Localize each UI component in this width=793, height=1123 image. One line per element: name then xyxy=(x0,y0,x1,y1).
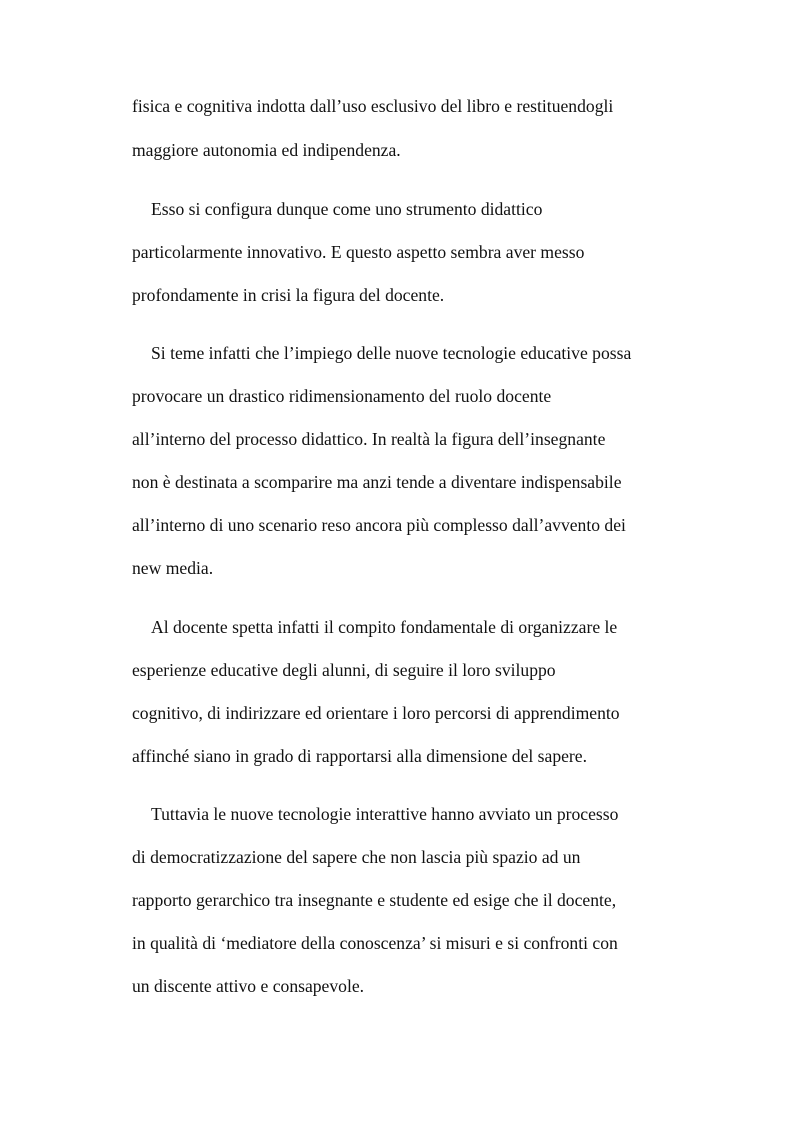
text-line: new media. xyxy=(132,558,214,578)
text-line: Al docente spetta infatti il compito fondamentale di organizzare le xyxy=(151,617,618,637)
text-line: esperienze educative degli alunni, di seguire il loro sviluppo xyxy=(132,660,556,680)
text-line: fisica e cognitiva indotta dall’uso esclusivo del libro e restituendogli xyxy=(132,96,614,116)
text-line: Si teme infatti che l’impiego delle nuove tecnologie educative possa xyxy=(151,343,632,363)
text-line: profondamente in crisi la figura del docente. xyxy=(132,285,445,305)
text-line: in qualità di ‘mediatore della conoscenza’ si misuri e si confronti con xyxy=(132,933,618,953)
text-line: rapporto gerarchico tra insegnante e studente ed esige che il docente, xyxy=(132,890,617,910)
text-line: cognitivo, di indirizzare ed orientare i loro percorsi di apprendimento xyxy=(132,703,620,723)
text-line: di democratizzazione del sapere che non lascia più spazio ad un xyxy=(132,847,581,867)
text-line: all’interno del processo didattico. In realtà la figura dell’insegnante xyxy=(132,429,606,449)
text-line: all’interno di uno scenario reso ancora più complesso dall’avvento dei xyxy=(132,515,626,535)
text-line: un discente attivo e consapevole. xyxy=(132,976,365,996)
text-line: particolarmente innovativo. E questo aspetto sembra aver messo xyxy=(132,242,585,262)
text-line: maggiore autonomia ed indipendenza. xyxy=(132,140,401,160)
text-line: non è destinata a scomparire ma anzi tende a diventare indispensabile xyxy=(132,472,622,492)
text-line: provocare un drastico ridimensionamento del ruolo docente xyxy=(132,386,552,406)
text-line: Esso si configura dunque come uno strumento didattico xyxy=(151,199,543,219)
text-line: Tuttavia le nuove tecnologie interattive hanno avviato un processo xyxy=(151,804,619,824)
text-line: affinché siano in grado di rapportarsi alla dimensione del sapere. xyxy=(132,746,587,766)
